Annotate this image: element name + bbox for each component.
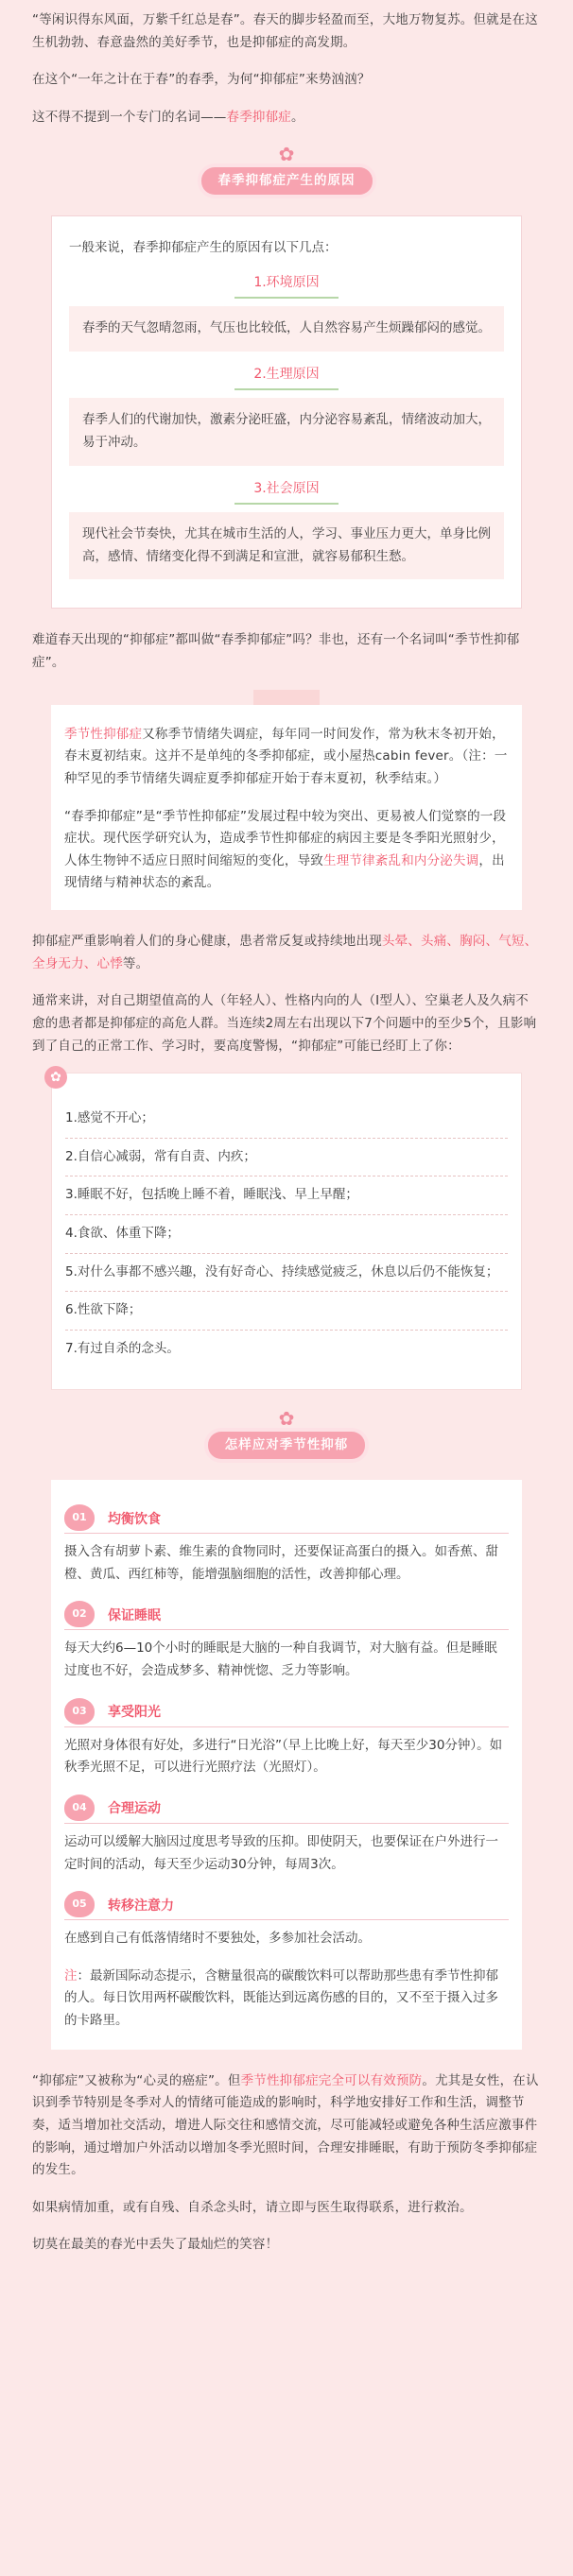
note-label: 注 bbox=[64, 1967, 78, 1984]
mid-paragraph: 难道春天出现的“抑郁症”都叫做“春季抑郁症”吗？非也，还有一个名词叫“季节性抑郁症”。 bbox=[32, 632, 520, 670]
heart-icon: 01 bbox=[64, 1504, 95, 1531]
cause-heading bbox=[69, 477, 504, 506]
intro-paragraph-2: 在这个“一年之计在于春”的春季，为何“抑郁症”来势汹汹？ bbox=[32, 72, 371, 88]
term-seasonal-depression: 季节性抑郁症 bbox=[64, 726, 143, 742]
tip-header bbox=[64, 1795, 509, 1824]
cause-body-physiology: 春季人们的代谢加快，激素分泌旺盛，内分泌容易紊乱，情绪波动加大，易于冲动。 bbox=[69, 398, 504, 465]
tip-header bbox=[64, 1601, 509, 1630]
tip-title: 转移注意力 bbox=[108, 1898, 174, 1914]
checklist-card bbox=[50, 1070, 522, 1389]
tip-title: 享受阳光 bbox=[108, 1705, 161, 1721]
tip-header bbox=[64, 1891, 509, 1920]
term-spring-depression: 春季抑郁症 bbox=[226, 109, 291, 125]
tip-title: 均衡饮食 bbox=[108, 1511, 161, 1527]
tip-body: 每天大约6—10个小时的睡眠是大脑的一种自我调节，对大脑有益。但是睡眠过度也不好，会造成梦多、精神恍惚、乏力等影响。 bbox=[64, 1640, 497, 1678]
tip-header bbox=[64, 1504, 509, 1534]
seasonal-cause-text: “春季抑郁症”是“季节性抑郁症”发展过程中较为突出、更易被人们觉察的一段症状。现代医学研究认为，造成季节性抑郁症的病因主要是冬季阳光照射少，人体生物钟不适应日照时间缩短的变化，导致 bbox=[64, 808, 507, 868]
intro-paragraph-3 bbox=[32, 107, 541, 129]
tip-block bbox=[64, 1504, 509, 1586]
checklist-item: 6.性欲下降； bbox=[65, 1292, 508, 1331]
coping-card bbox=[51, 1480, 522, 2050]
checklist-item: 2.自信心减弱，常有自责、内疚； bbox=[65, 1139, 508, 1177]
symptoms-highlight: 头晕、头痛、胸闷、气短、全身无力、心悸 bbox=[32, 934, 538, 971]
cause-title-physiology: 2.生理原因 bbox=[234, 363, 338, 391]
cause-title-social: 3.社会原因 bbox=[234, 477, 338, 506]
closing-highlight: 季节性抑郁症完全可以有效预防 bbox=[240, 2072, 423, 2088]
closing-paragraph-2: 如果病情加重，或有自残、自杀念头时，请立即与医生取得联系，进行救治。 bbox=[32, 2199, 473, 2215]
cause-heading bbox=[69, 363, 504, 391]
seasonal-cause bbox=[64, 806, 509, 896]
tip-body: 运动可以缓解大脑因过度思考导致的压抑。即使阴天，也要保证在户外进行一定时间的活动，每天至少运动30分钟，每周3次。 bbox=[64, 1833, 498, 1872]
warning-paragraph: 通常来讲，对自己期望值高的人（年轻人）、性格内向的人（I型人）、空巢老人及久病不愈的患者都是抑郁症的高危人群。当连续2周左右出现以下7个问题中的至少5个，且影响到了自己的正常工作、学习时，要高度警惕，“抑郁症”可能已经盯上了你： bbox=[32, 993, 537, 1054]
seasonal-cause-end: ，出现情绪与精神状态的紊乱。 bbox=[64, 852, 505, 891]
closing-text-end: 。尤其是女性，在认识到季节特别是冬季对人的情绪可能造成的影响时，科学地安排好工作和生活，调整节奏，适当增加社交活动，增进人际交往和感情交流，尽可能减轻或避免各种生活应激事件的影响，通过增加户外活动以增加冬季光照时间，合理安排睡眠，有助于预防冬季抑郁症的发生。 bbox=[32, 2072, 539, 2178]
tip-title: 合理运动 bbox=[108, 1801, 161, 1817]
symptoms-text: 抑郁症严重影响着人们的身心健康，患者常反复或持续地出现 bbox=[32, 934, 382, 949]
section-title-coping: 怎样应对季节性抑郁 bbox=[208, 1432, 366, 1460]
closing-paragraph-1 bbox=[32, 2070, 541, 2182]
tip-title: 保证睡眠 bbox=[108, 1607, 161, 1623]
intro-paragraph-1: “等闲识得东风面，万紫千红总是春”。春天的脚步轻盈而至，大地万物复苏。但就是在这生机勃勃、春意盎然的美好季节，也是抑郁症的高发期。 bbox=[32, 12, 538, 50]
seasonal-definition bbox=[64, 724, 509, 791]
cause-body-social: 现代社会节奏快，尤其在城市生活的人，学习、事业压力更大，单身比例高，感情、情绪变化得不到满足和宣泄，就容易郁积生愁。 bbox=[69, 512, 504, 579]
tip-block bbox=[64, 1891, 509, 1950]
checklist-item: 1.感觉不开心； bbox=[65, 1100, 508, 1139]
seasonal-depression-card bbox=[51, 705, 522, 910]
symptoms-end: 等。 bbox=[122, 955, 149, 971]
flower-icon: ✿ bbox=[44, 1066, 67, 1089]
checklist-item: 7.有过自杀的念头。 bbox=[65, 1340, 180, 1356]
intro-text: 这不得不提到一个专门的名词—— bbox=[32, 109, 227, 125]
closing-paragraph-3: 切莫在最美的春光中丢失了最灿烂的笑容！ bbox=[32, 2237, 279, 2253]
heart-icon: 02 bbox=[64, 1601, 95, 1627]
cause-title-environment: 1.环境原因 bbox=[234, 271, 338, 300]
section-title-wrap bbox=[32, 1432, 541, 1460]
note-body: ：最新国际动态提示，含糖量很高的碳酸饮料可以帮助那些患有季节性抑郁的人。每日饮用两杯碳酸饮料，既能达到远离伤感的目的，又不至于摄入过多的卡路里。 bbox=[64, 1967, 498, 2028]
flower-icon: ✿ bbox=[278, 142, 295, 165]
heart-icon: 03 bbox=[64, 1698, 95, 1725]
intro-text-end: 。 bbox=[291, 109, 304, 125]
flower-icon: ✿ bbox=[278, 1406, 295, 1430]
section-title-wrap bbox=[32, 167, 541, 196]
symptoms-paragraph bbox=[32, 931, 541, 975]
tip-block bbox=[64, 1601, 509, 1682]
causes-intro: 一般来说，春季抑郁症产生的原因有以下几点： bbox=[69, 240, 338, 256]
note-paragraph bbox=[64, 1966, 509, 2033]
heart-icon: 04 bbox=[64, 1795, 95, 1821]
term-rhythm-disorder: 生理节律紊乱和内分泌失调 bbox=[323, 852, 479, 868]
closing-text: “抑郁症”又被称为“心灵的癌症”。但 bbox=[32, 2072, 241, 2088]
tip-header bbox=[64, 1698, 509, 1727]
checklist-item: 5.对什么事都不感兴趣，没有好奇心、持续感觉疲乏，休息以后仍不能恢复； bbox=[65, 1254, 508, 1293]
checklist-item: 4.食欲、体重下降； bbox=[65, 1215, 508, 1254]
card-tab-decoration bbox=[253, 690, 320, 705]
causes-card bbox=[51, 215, 522, 609]
tip-block bbox=[64, 1795, 509, 1876]
tip-body: 在感到自己有低落情绪时不要独处，多参加社会活动。 bbox=[64, 1931, 371, 1947]
seasonal-definition-text: 又称季节情绪失调症，每年同一时间发作，常为秋末冬初开始，春末夏初结束。这并不是单纯的冬季抑郁症，或小屋热cabin fever。（注：一种罕见的季节情绪失调症夏季抑郁症开始于春末夏初，秋季结束。） bbox=[64, 726, 508, 786]
tip-body: 光照对身体很有好处，多进行“日光浴”（早上比晚上好，每天至少30分钟）。如秋季光照不足，可以进行光照疗法（光照灯）。 bbox=[64, 1737, 503, 1776]
heart-icon: 05 bbox=[64, 1891, 95, 1917]
tip-block bbox=[64, 1698, 509, 1779]
cause-heading bbox=[69, 271, 504, 300]
cause-body-environment: 春季的天气忽晴忽雨，气压也比较低，人自然容易产生烦躁郁闷的感觉。 bbox=[69, 306, 504, 352]
section-title-causes: 春季抑郁症产生的原因 bbox=[201, 167, 373, 196]
checklist-item: 3.睡眠不好，包括晚上睡不着，睡眠浅、早上早醒； bbox=[65, 1176, 508, 1215]
tip-body: 摄入含有胡萝卜素、维生素的食物同时，还要保证高蛋白的摄入。如香蕉、甜橙、黄瓜、西红柿等，能增强脑细胞的活性，改善抑郁心理。 bbox=[64, 1544, 498, 1582]
